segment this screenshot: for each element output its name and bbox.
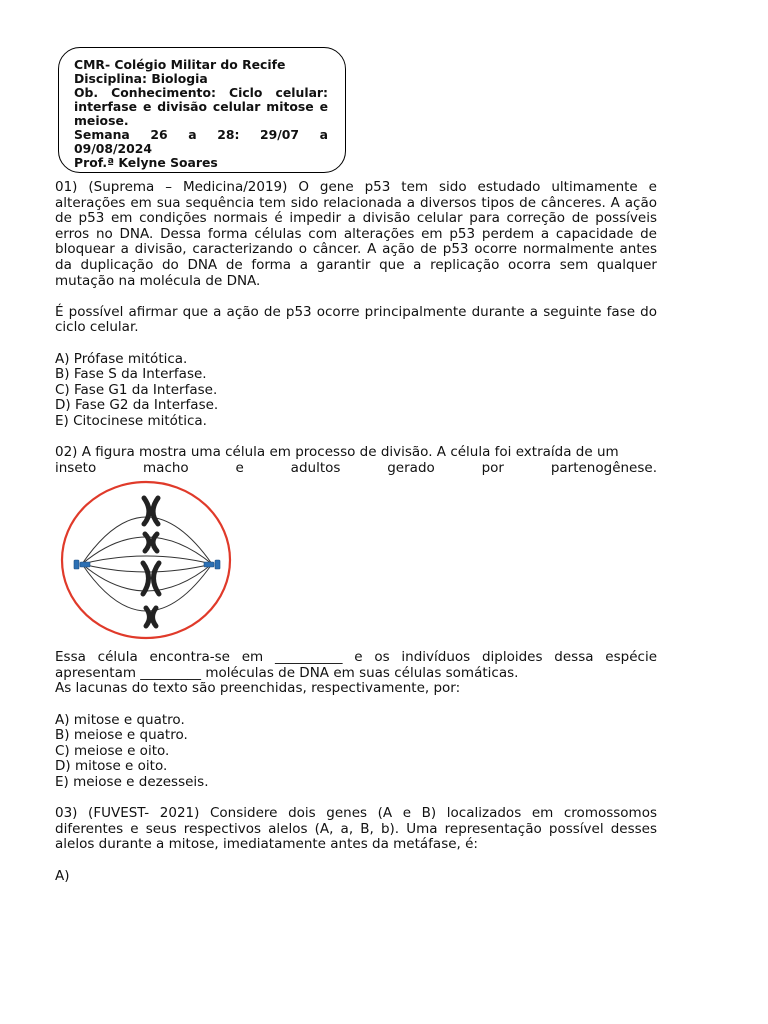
cell-division-svg — [60, 480, 240, 644]
q2-option-d: D) mitose e oito. — [55, 758, 168, 775]
q2-text-line1: 02) A figura mostra uma célula em processo de divisão. A célula foi extraída de um — [55, 444, 619, 461]
header-box — [58, 47, 346, 173]
centriole-right — [204, 560, 220, 569]
q1-option-d: D) Fase G2 da Interfase. — [55, 397, 219, 414]
q3-text: 03) (FUVEST- 2021) Considere dois genes (A e B) localizados em cromossomos diferentes e seus respectivos alelos (A, a, B, b). Uma representação possível desses alelos durante a mitose, imediatamente antes da metáfase, é: — [55, 805, 657, 853]
header-week: Semana 26 a 28: 29/07 a 09/08/2024 — [74, 127, 328, 156]
document-body — [55, 180, 657, 884]
chromosome-1 — [144, 498, 158, 524]
centriole-left — [74, 560, 90, 569]
spindle-fibers — [82, 517, 212, 611]
q2-option-b: B) meiose e quatro. — [55, 727, 188, 744]
q1-option-a: A) Prófase mitótica. — [55, 350, 188, 367]
cell-division-figure — [60, 480, 240, 644]
q2-fill-text: Essa célula encontra-se em __________ e os indivíduos diploides dessa espécie apresentam _________ moléculas de DNA em suas células somáticas. — [55, 649, 657, 681]
q3-option-a: A) — [55, 867, 70, 884]
q1-option-b: B) Fase S da Interfase. — [55, 366, 207, 383]
q2-option-c: C) meiose e oito. — [55, 742, 170, 759]
header-teacher: Prof.ª Kelyne Soares — [74, 155, 218, 170]
q1-prompt: É possível afirmar que a ação de p53 ocorre principalmente durante a seguinte fase do ciclo celular. — [55, 303, 657, 336]
q2-prompt: As lacunas do texto são preenchidas, respectivamente, por: — [55, 680, 461, 697]
q2-option-a: A) mitose e quatro. — [55, 711, 185, 728]
header-text — [74, 57, 328, 170]
header-school: CMR- Colégio Militar do Recife — [74, 57, 286, 72]
q1-text: 01) (Suprema – Medicina/2019) O gene p53 tem sido estudado ultimamente e alterações em sua sequência tem sido relacionada a diversos tipos de cânceres. A ação de p53 em condições normais é impedir a divisão celular para correção de possíveis erros no DNA. Dessa forma células com alterações em p53 perdem a capacidade de bloquear a divisão, caracterizando o câncer. A ação de p53 ocorre normalmente antes da duplicação do DNA de forma a garantir que a replicação ocorra sem qualquer mutação na molécula de DNA. — [55, 179, 657, 289]
q2-text-line2: inseto macho e adultos gerado por partenogênese. — [55, 459, 657, 476]
q2-option-e: E) meiose e dezesseis. — [55, 774, 209, 791]
header-discipline: Disciplina: Biologia — [74, 71, 208, 86]
chromosome-3 — [143, 563, 159, 594]
header-objective: Ob. Conhecimento: Ciclo celular: interfase e divisão celular mitose e meiose. — [74, 85, 328, 128]
q1-option-c: C) Fase G1 da Interfase. — [55, 381, 218, 398]
chromosome-2 — [145, 534, 157, 551]
q1-option-e: E) Citocinese mitótica. — [55, 412, 207, 429]
